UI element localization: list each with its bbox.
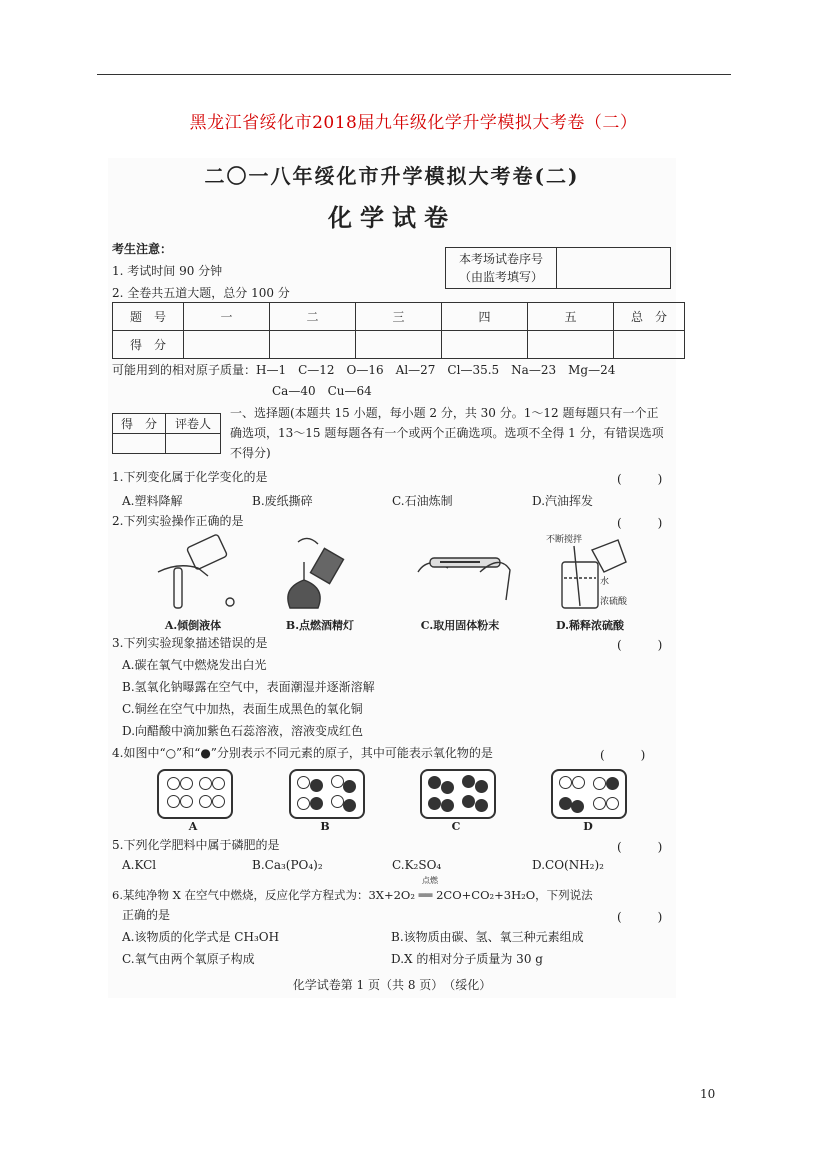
score-header-row [113, 303, 685, 331]
score-cell: 四 [442, 303, 528, 331]
q1-answer-paren[interactable]: ( ) [617, 472, 663, 486]
q1-stem: 1.下列变化属于化学变化的是 [112, 470, 268, 484]
q2-caption[interactable]: A.倾倒液体 [164, 619, 222, 632]
q4-box-b[interactable] [289, 769, 365, 819]
q2-caption[interactable]: D.稀释浓硫酸 [556, 619, 624, 632]
pour-liquid-illustration [158, 534, 234, 608]
atomic-masses-line2: Ca—40 Cu—64 [272, 384, 372, 398]
fig-d-water-label: 水 [600, 577, 610, 587]
seat-label-line2: （由监考填写） [458, 270, 543, 284]
q3-answer-paren[interactable]: ( ) [617, 638, 663, 652]
seat-label-line1: 本考场试卷序号 [458, 252, 543, 266]
page-number: 10 [700, 1087, 716, 1101]
q6-option[interactable]: D.X 的相对分子质量为 30 g [391, 952, 543, 966]
fig-d-acid-label: 浓硫酸 [600, 597, 628, 607]
q3-option[interactable]: A.碳在氧气中燃烧发出白光 [122, 658, 267, 672]
q3-stem: 3.下列实验现象描述错误的是 [112, 636, 268, 650]
q5-stem: 5.下列化学肥料中属于磷肥的是 [112, 838, 280, 852]
q2-answer-paren[interactable]: ( ) [617, 516, 663, 530]
q4-label: C [451, 820, 461, 833]
score-input[interactable] [270, 331, 356, 359]
q5-option[interactable]: D.CO(NH₂)₂ [532, 858, 604, 872]
q5-option[interactable]: B.Ca₃(PO₄)₂ [252, 858, 323, 872]
q1-option[interactable]: B.废纸撕碎 [252, 494, 313, 508]
exam-main-title: 化学试卷 [328, 203, 456, 232]
q2-caption[interactable]: C.取用固体粉末 [420, 619, 500, 632]
q2-caption[interactable]: B.点燃酒精灯 [285, 619, 355, 632]
exam-page-footer: 化学试卷第 1 页（共 8 页） （绥化） [292, 978, 492, 992]
q2-stem: 2.下列实验操作正确的是 [112, 514, 244, 528]
q5-option[interactable]: A.KCl [122, 858, 157, 872]
q4-label: B [320, 820, 330, 833]
score-cell: 总 分 [614, 303, 685, 331]
q5-answer-paren[interactable]: ( ) [617, 840, 663, 854]
q6-stem: 6.某纯净物 X 在空气中燃烧，反应化学方程式为：3X+2O₂ ══ 2CO+CO₂+3H₂O，下列说法 [112, 888, 593, 902]
score-input[interactable] [356, 331, 442, 359]
score-value-row [113, 331, 685, 359]
q6-stem-continued: 正确的是 [122, 908, 171, 922]
seat-number-field[interactable] [557, 248, 670, 288]
q2-figures [140, 532, 680, 614]
notice-item: 1. 考试时间 90 分钟 [112, 264, 223, 278]
alcohol-lamp-illustration [288, 538, 344, 608]
score-cell: 三 [356, 303, 442, 331]
q3-option[interactable]: B.氢氧化钠曝露在空气中，表面潮湿并逐渐溶解 [122, 680, 375, 694]
q3-option[interactable]: D.向醋酸中滴加紫色石蕊溶液，溶液变成红色 [122, 724, 364, 738]
q4-label: A [188, 820, 198, 833]
grader-score-input[interactable] [113, 434, 166, 454]
q5-options [122, 858, 642, 872]
q3-option[interactable]: C.铜丝在空气中加热，表面生成黑色的氧化铜 [122, 702, 363, 716]
score-cell: 五 [528, 303, 614, 331]
q6-option[interactable]: B.该物质由碳、氢、氧三种元素组成 [391, 930, 584, 944]
score-table [112, 302, 685, 359]
grader-name-input[interactable] [166, 434, 221, 454]
q4-answer-paren[interactable]: ( ) [600, 748, 646, 762]
q1-option[interactable]: C.石油炼制 [392, 494, 453, 508]
score-input[interactable] [528, 331, 614, 359]
q6-reaction-condition: 点燃 [422, 876, 438, 885]
notice-item: 2. 全卷共五道大题，总分 100 分 [112, 286, 290, 300]
candidate-notice [112, 238, 290, 304]
q1-option[interactable]: D.汽油挥发 [532, 494, 594, 508]
section1-instructions: 一、选择题(本题共 15 小题，每小题 2 分，共 30 分。1～12 题每题只有一个正确选项，13～15 题每题各有一个或两个正确选项。选项不全得 1 分，有错误选项不得分) [230, 406, 664, 460]
fig-d-stir-label: 不断搅拌 [546, 535, 583, 545]
seat-number-label [446, 248, 557, 288]
q4-box-d[interactable] [551, 769, 627, 819]
score-input[interactable] [184, 331, 270, 359]
grader-table [112, 413, 221, 454]
grader-name-label: 评卷人 [166, 414, 221, 434]
score-cell: 一 [184, 303, 270, 331]
q5-option[interactable]: C.K₂SO₄ [392, 858, 442, 872]
q1-options [122, 492, 642, 509]
q4-stem: 4.如图中“○”和“●”分别表示不同元素的原子，其中可能表示氧化物的是 [112, 746, 493, 760]
q4-box-c[interactable] [420, 769, 496, 819]
grader-score-label: 得 分 [113, 414, 166, 434]
q6-answer-paren[interactable]: ( ) [617, 910, 663, 924]
document-title: 黑龙江省绥化市2018届九年级化学升学模拟大考卷（二） [189, 113, 638, 133]
atomic-masses-line1: 可能用到的相对原子质量：H—1 C—12 O—16 Al—27 Cl—35.5 Na—23 Mg—24 [112, 363, 616, 377]
score-cell: 得 分 [113, 331, 184, 359]
q4-label: D [583, 820, 593, 833]
q6-option[interactable]: C.氧气由两个氧原子构成 [122, 952, 255, 966]
seat-number-box [445, 247, 671, 289]
score-input[interactable] [614, 331, 685, 359]
exam-subtitle: 二〇一八年绥化市升学模拟大考卷(二) [204, 164, 580, 188]
notice-heading: 考生注意： [112, 242, 173, 256]
header-rule [97, 74, 731, 75]
score-input[interactable] [442, 331, 528, 359]
q4-box-a[interactable] [157, 769, 233, 819]
powder-tube-illustration [418, 558, 510, 600]
q6-option[interactable]: A.该物质的化学式是 CH₃OH [122, 930, 280, 944]
q1-option[interactable]: A.塑料降解 [122, 494, 183, 508]
score-cell: 题 号 [113, 303, 184, 331]
score-cell: 二 [270, 303, 356, 331]
